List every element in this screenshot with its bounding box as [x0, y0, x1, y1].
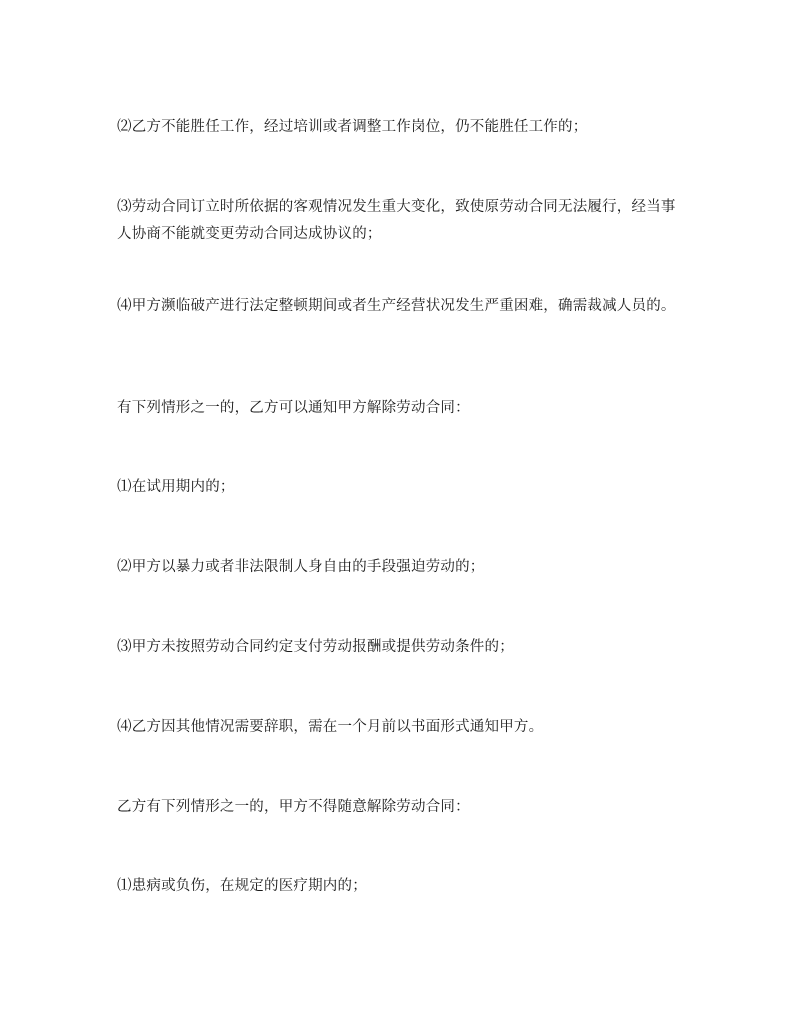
paragraph-protection-heading: 乙方有下列情形之一的，甲方不得随意解除劳动合同：: [117, 799, 470, 815]
paragraph-forced-labor: ⑵甲方以暴力或者非法限制人身自由的手段强迫劳动的；: [117, 559, 485, 575]
paragraph-employee-termination-heading: 有下列情形之一的，乙方可以通知甲方解除劳动合同：: [117, 400, 470, 416]
paragraph-probation-period: ⑴在试用期内的；: [117, 479, 235, 495]
paragraph-dismissal-bankruptcy: ⑷甲方濒临破产进行法定整顿期间或者生产经营状况发生严重困难，确需裁减人员的。: [117, 298, 676, 314]
paragraph-dismissal-incompetence: ⑵乙方不能胜任工作，经过培训或者调整工作岗位，仍不能胜任工作的；: [117, 119, 588, 135]
paragraph-medical-period: ⑴患病或负伤，在规定的医疗期内的；: [117, 878, 367, 894]
paragraph-unpaid-remuneration: ⑶甲方未按照劳动合同约定支付劳动报酬或提供劳动条件的；: [117, 639, 514, 655]
paragraph-dismissal-circumstance-change: ⑶劳动合同订立时所依据的客观情况发生重大变化，致使原劳动合同无法履行，经当事人协商不能就变更劳动合同达成协议的；: [117, 199, 676, 242]
paragraph-resignation-notice: ⑷乙方因其他情况需要辞职，需在一个月前以书面形式通知甲方。: [117, 719, 544, 735]
